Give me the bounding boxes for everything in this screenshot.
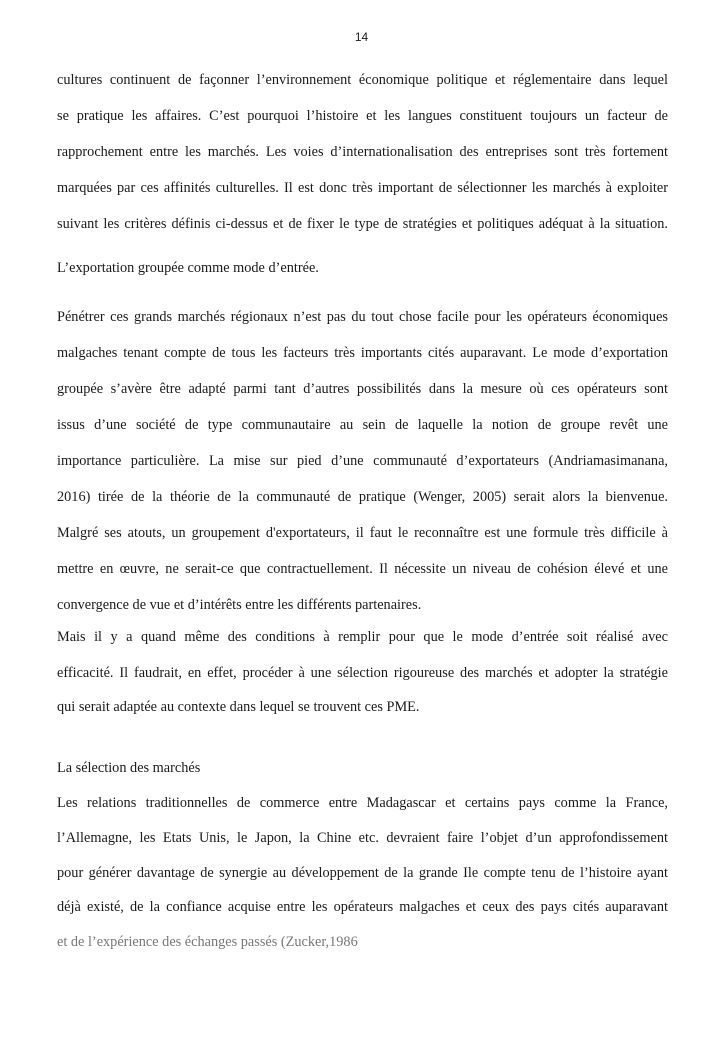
text-line: efficacité. Il faudrait, en effet, procéder à une sélection rigoureuse des marchés et adopter la stratégie	[57, 665, 668, 681]
text-line: Les relations traditionnelles de commerce entre Madagascar et certains pays comme la France,	[57, 795, 668, 811]
section-heading: L’exportation groupée comme mode d’entrée.	[57, 260, 319, 276]
text-line: pour générer davantage de synergie au développement de la grande Ile compte tenu de l’histoire ayant	[57, 865, 668, 881]
section-heading: La sélection des marchés	[57, 760, 201, 776]
text-line: issus d’une société de type communautaire au sein de laquelle la notion de groupe revêt une	[57, 417, 668, 433]
text-line: Malgré ses atouts, un groupement d'exportateurs, il faut le reconnaître est une formule très difficile à	[57, 525, 668, 541]
text-line: groupée s’avère être adapté parmi tant d’autres possibilités dans la mesure où ces opérateurs sont	[57, 381, 668, 397]
text-line: convergence de vue et d’intérêts entre les différents partenaires.	[57, 597, 422, 613]
text-line: mettre en œuvre, ne serait-ce que contractuellement. Il nécessite un niveau de cohésion élevé et une	[57, 561, 668, 577]
text-line: 2016) tirée de la théorie de la communauté de pratique (Wenger, 2005) serait alors la bienvenue.	[57, 489, 668, 505]
text-line: malgaches tenant compte de tous les facteurs très importants cités auparavant. Le mode d’exportation	[57, 345, 668, 361]
text-line: déjà existé, de la confiance acquise entre les opérateurs malgaches et ceux des pays cités auparavant	[57, 899, 668, 915]
text-line: se pratique les affaires. C’est pourquoi l’histoire et les langues constituent toujours un facteur de	[57, 108, 668, 124]
text-line: suivant les critères définis ci-dessus et de fixer le type de stratégies et politiques adéquat à la situation.	[57, 216, 668, 232]
text-line: importance particulière. La mise sur pied d’une communauté d’exportateurs (Andriamasimanana,	[57, 453, 668, 469]
page-number: 14	[354, 30, 369, 44]
text-line: rapprochement entre les marchés. Les voies d’internationalisation des entreprises sont très fortement	[57, 144, 668, 160]
text-line: Mais il y a quand même des conditions à remplir pour que le mode d’entrée soit réalisé avec	[57, 629, 668, 645]
text-line: marquées par ces affinités culturelles. Il est donc très important de sélectionner les marchés à exploiter	[57, 180, 668, 196]
text-line: Pénétrer ces grands marchés régionaux n’est pas du tout chose facile pour les opérateurs économiques	[57, 309, 668, 325]
text-line: l’Allemagne, les Etats Unis, le Japon, la Chine etc. devraient faire l’objet d’un approfondissement	[57, 830, 668, 846]
text-line: cultures continuent de façonner l’environnement économique politique et réglementaire dans lequel	[57, 72, 668, 88]
text-line: et de l’expérience des échanges passés (Zucker,1986	[57, 934, 358, 950]
text-line: qui serait adaptée au contexte dans lequel se trouvent ces PME.	[57, 699, 420, 715]
